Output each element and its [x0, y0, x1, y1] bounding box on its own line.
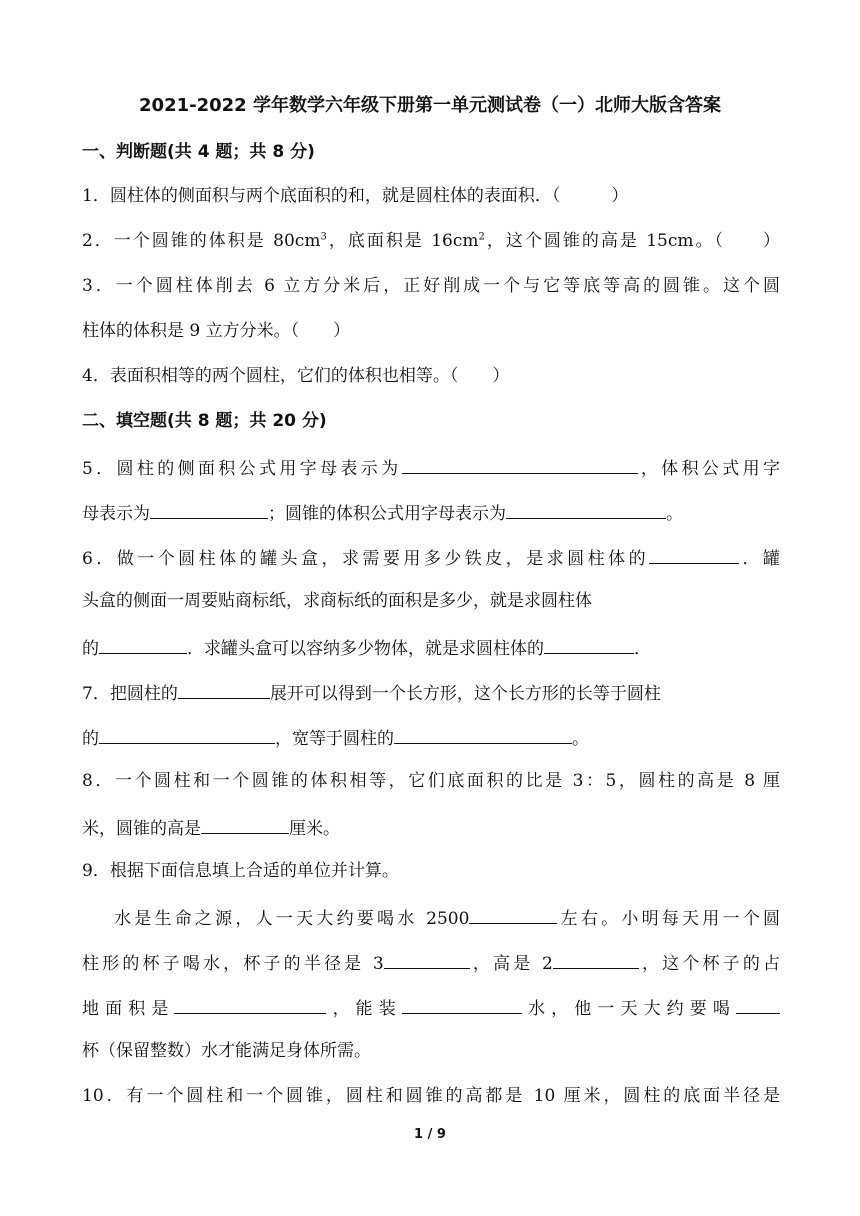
answer-blank[interactable] [649, 543, 739, 564]
question-6-line-3: 的 ．求罐头盒可以容纳多少物体，就是求圆柱体的 ． [82, 633, 780, 662]
question-9-line-4: 杯（保留整数）水才能满足身体所需。 [82, 1041, 371, 1061]
question-6-line-1: 6．做一个圆柱体的罐头盒，求需要用多少铁皮，是求圆柱体的 ．罐 [82, 543, 780, 572]
question-4: 4．表面积相等的两个圆柱，它们的体积也相等。（ ） [82, 366, 510, 386]
question-7-line-1: 7．把圆柱的 展开可以得到一个长方形，这个长方形的长等于圆柱 [82, 678, 780, 707]
question-9-line-2: 柱形的杯子喝水，杯子的半径是 3 ，高是 2 ，这个杯子的占 [82, 948, 780, 977]
question-5-line-1: 5．圆柱的侧面积公式用字母表示为 ，体积公式用字 [82, 453, 780, 482]
answer-blank[interactable] [402, 453, 638, 474]
question-9-intro: 9．根据下面信息填上合适的单位并计算。 [82, 861, 399, 881]
question-7-line-2: 的 ，宽等于圆柱的 。 [82, 723, 780, 752]
answer-blank[interactable] [402, 993, 522, 1014]
question-5-line-2: 母表示为 ；圆锥的体积公式用字母表示为 。 [82, 498, 780, 527]
answer-blank[interactable] [394, 723, 572, 744]
answer-blank[interactable] [178, 678, 270, 699]
answer-blank[interactable] [553, 948, 639, 969]
section-heading-true-false: 一、判断题(共 4 题；共 8 分) [82, 142, 315, 162]
section-heading-fill-in: 二、填空题(共 8 题；共 20 分) [82, 411, 327, 431]
question-8-line-2: 米，圆锥的高是 厘米。 [82, 813, 780, 842]
answer-blank[interactable] [174, 993, 326, 1014]
question-2: 2．一个圆锥的体积是 $80cm^3$，底面积是 $16cm^2$，这个圆锥的高是 15cm。（ ） [82, 231, 780, 251]
answer-blank[interactable] [150, 498, 268, 519]
document-title: 2021-2022 学年数学六年级下册第一单元测试卷（一）北师大版含答案 [139, 95, 721, 116]
answer-blank[interactable] [544, 633, 634, 654]
answer-blank[interactable] [384, 948, 470, 969]
question-8-line-1: 8．一个圆柱和一个圆锥的体积相等，它们底面积的比是 3：5，圆柱的高是 8 厘 [82, 771, 780, 791]
question-10: 10．有一个圆柱和一个圆锥，圆柱和圆锥的高都是 10 厘米，圆柱的底面半径是 [82, 1086, 780, 1106]
answer-blank[interactable] [736, 993, 780, 1014]
question-9-line-3: 地面积是 ，能装 水，他一天大约要喝 [82, 993, 780, 1022]
answer-blank[interactable] [506, 498, 666, 519]
question-1: 1．圆柱体的侧面积与两个底面积的和，就是圆柱体的表面积．（ ） [82, 186, 629, 206]
question-6-line-2: 头盒的侧面一周要贴商标纸，求商标纸的面积是多少，就是求圆柱体 [82, 591, 592, 611]
question-3-line-2: 柱体的体积是 9 立方分米。（ ） [82, 321, 351, 341]
answer-blank[interactable] [201, 813, 289, 834]
question-9-line-1: 水是生命之源，人一天大约要喝水 2500 左右。小明每天用一个圆 [114, 903, 780, 932]
question-3-line-1: 3．一个圆柱体削去 6 立方分米后，正好削成一个与它等底等高的圆锥。这个圆 [82, 276, 780, 296]
answer-blank[interactable] [469, 903, 557, 924]
page-number: 1 / 9 [414, 1127, 446, 1142]
answer-blank[interactable] [99, 633, 187, 654]
answer-blank[interactable] [99, 723, 275, 744]
